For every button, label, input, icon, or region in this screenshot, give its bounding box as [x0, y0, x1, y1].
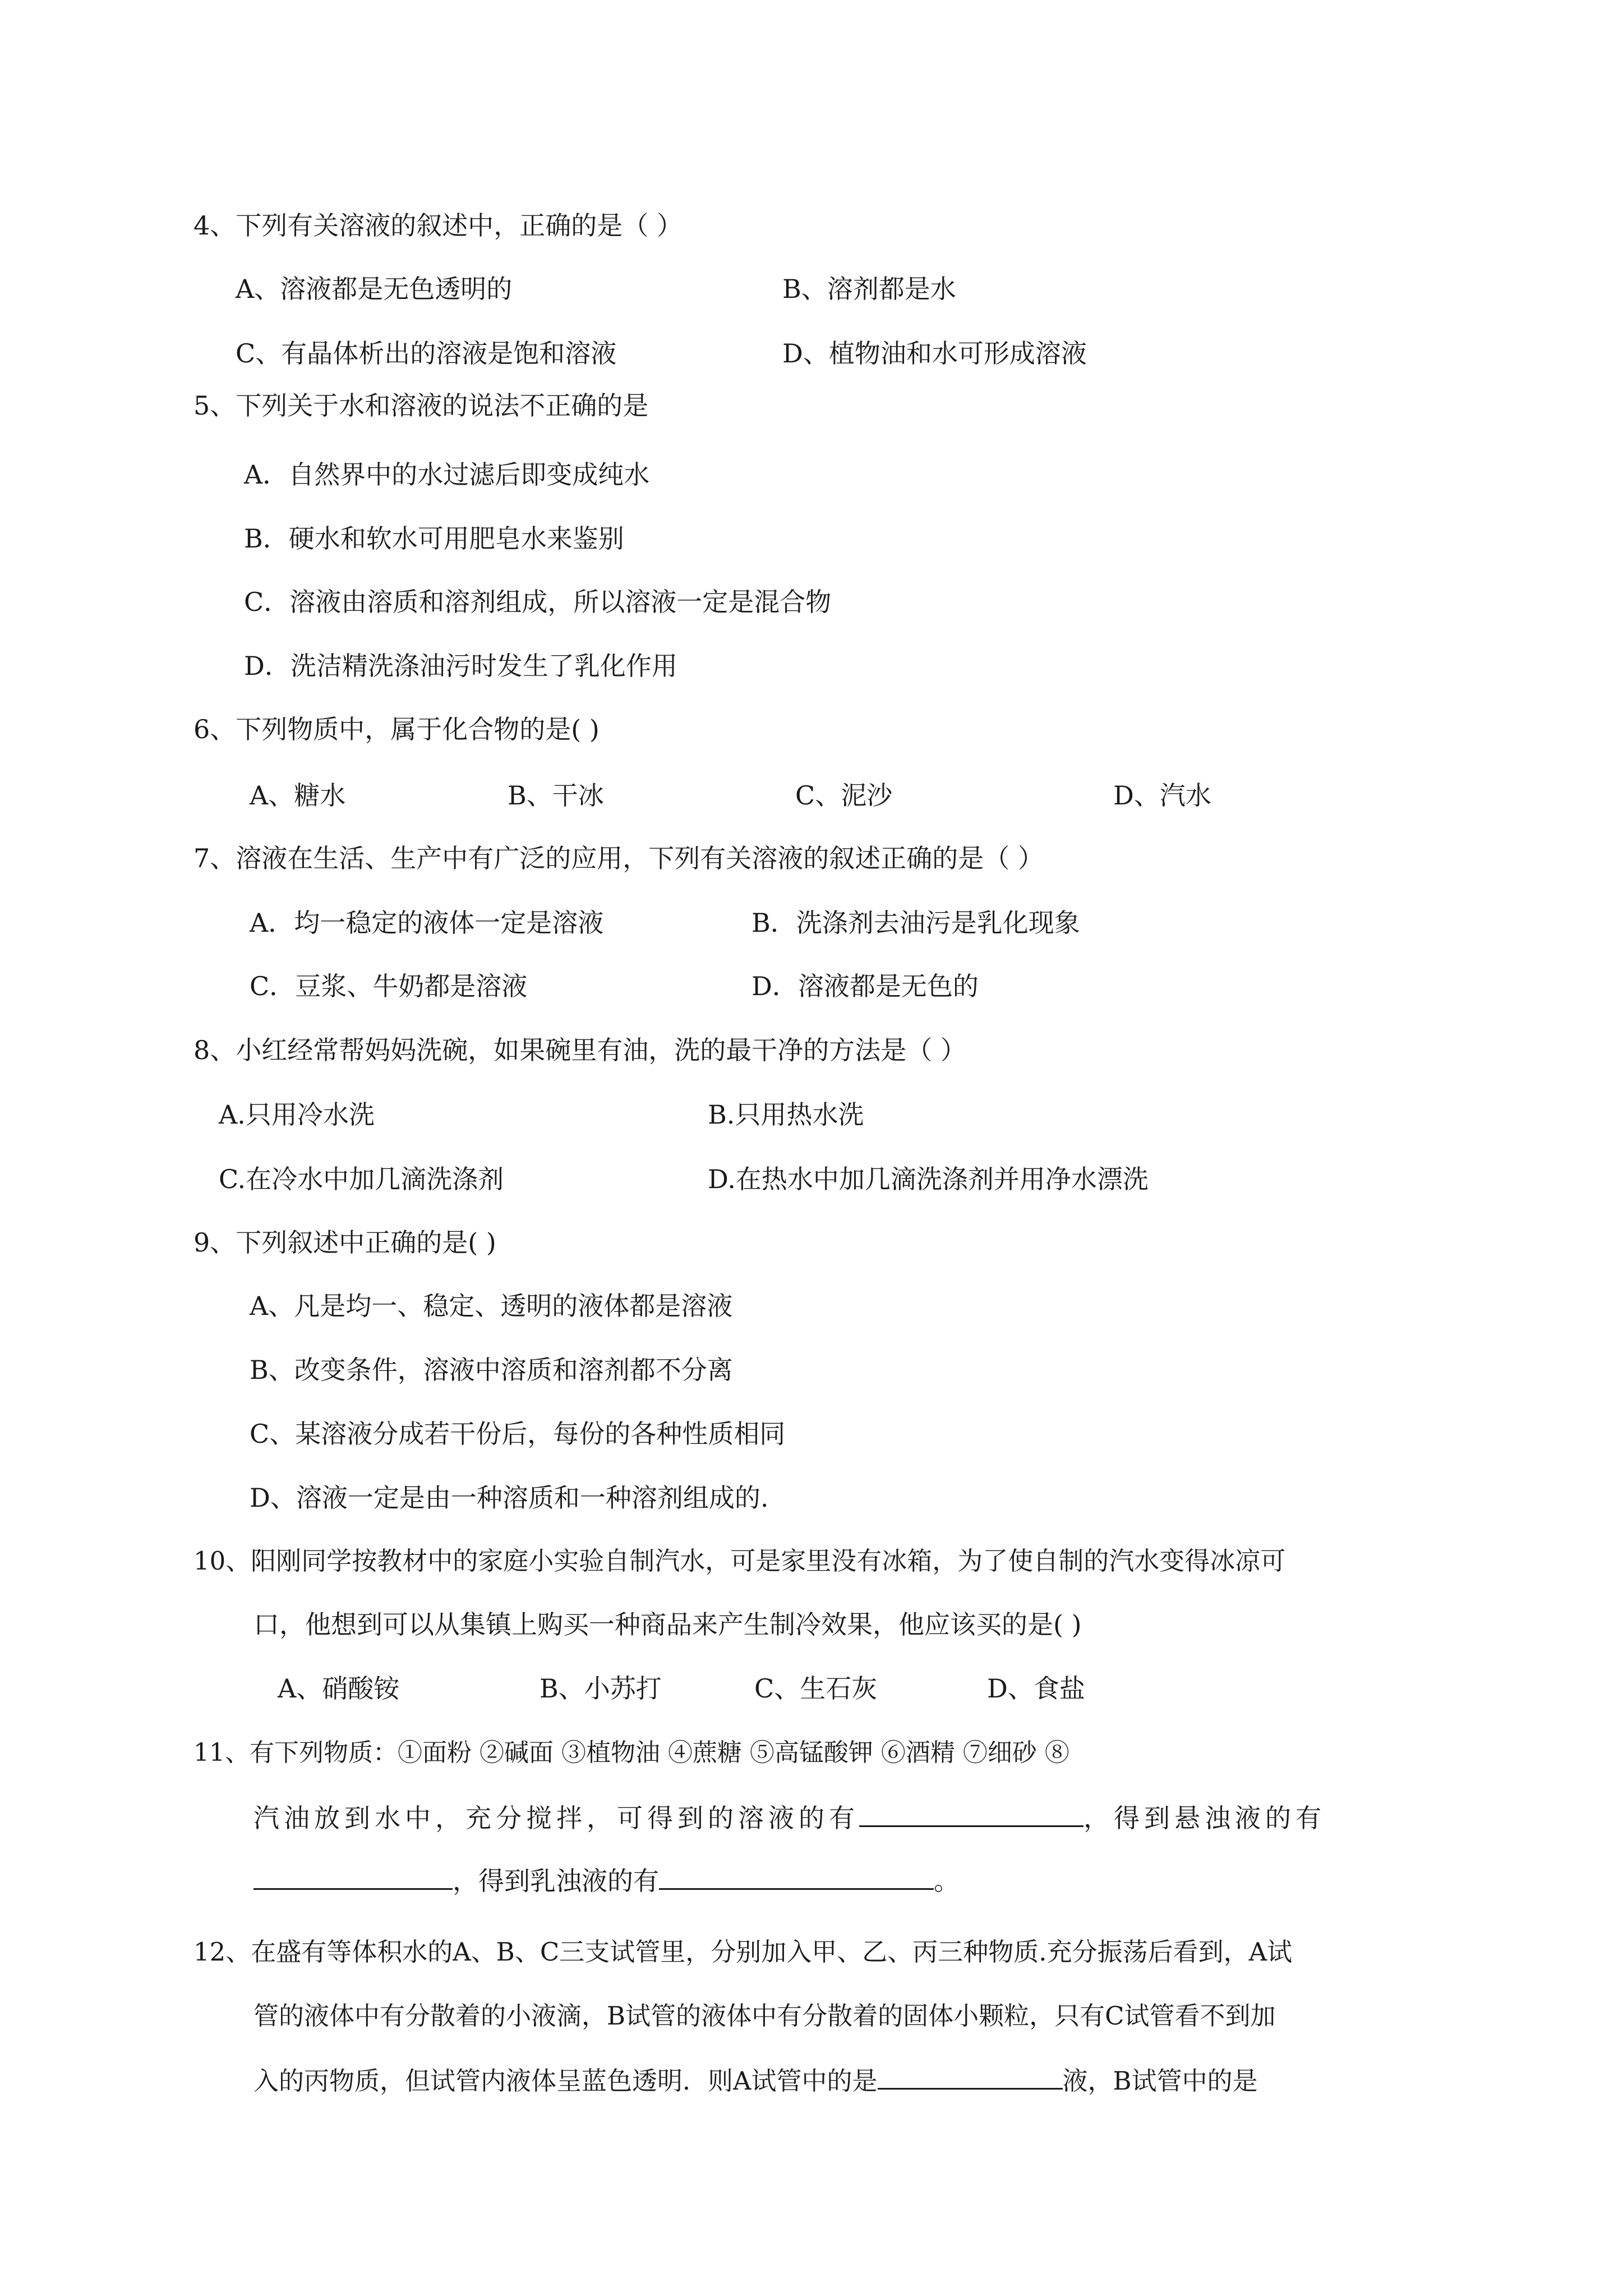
q9-option-d: D、溶液一定是由一种溶质和一种溶剂组成的.: [250, 1483, 769, 1513]
q4-option-a: A、溶液都是无色透明的: [236, 274, 513, 304]
q10-option-b: B、小苏打: [540, 1673, 662, 1704]
q11-period: 。: [934, 1866, 960, 1896]
q11-line-1: 11、有下列物质：①面粉 ②碱面 ③植物油 ④蔗糖 ⑤高锰酸钾 ⑥酒精 ⑦细砂 ⑧: [193, 1738, 1069, 1767]
q7-option-d: D．溶液都是无色的: [751, 971, 979, 1001]
q7-stem: 7、溶液在生活、生产中有广泛的应用，下列有关溶液的叙述正确的是（ ）: [193, 843, 1044, 873]
q11-suspension-blank[interactable]: [253, 1864, 453, 1890]
q10-line-1: 10、阳刚同学按教材中的家庭小实验自制汽水，可是家里没有冰箱，为了使自制的汽水变得冰凉可: [193, 1546, 1286, 1576]
q8-option-a: A.只用冷水洗: [219, 1099, 375, 1130]
q8-option-d: D.在热水中加几滴洗涤剂并用净水漂洗: [708, 1164, 1149, 1194]
q12-tube-a-label: 入的丙物质，但试管内液体呈蓝色透明．则A试管中的是: [253, 2066, 878, 2096]
q4-option-b: B、溶剂都是水: [782, 274, 956, 304]
q12-line-1: 12、在盛有等体积水的A、B、C三支试管里，分别加入甲、乙、丙三种物质.充分振荡后看到，A试: [193, 1937, 1293, 1967]
q9-option-b: B、改变条件，溶液中溶质和溶剂都不分离: [250, 1355, 733, 1385]
q6-option-b: B、干冰: [508, 780, 604, 811]
q7-option-b: B．洗涤剂去油污是乳化现象: [751, 908, 1080, 938]
q5-option-b: B．硬水和软水可用肥皂水来鉴别: [244, 523, 624, 554]
q5-option-a: A．自然界中的水过滤后即变成纯水: [244, 459, 650, 490]
q11-emulsion-label: ，得到乳浊液的有: [453, 1866, 659, 1896]
q10-option-a: A、硝酸铵: [278, 1673, 400, 1704]
q11-line-2: [253, 1801, 1326, 1835]
q9-option-a: A、凡是均一、稳定、透明的液体都是溶液: [250, 1291, 733, 1321]
q9-stem: 9、下列叙述中正确的是( ): [193, 1227, 496, 1258]
q12-line-3: [253, 2063, 1258, 2098]
q8-stem: 8、小红经常帮妈妈洗碗，如果碗里有油，洗的最干净的方法是（ ）: [193, 1035, 966, 1065]
q5-stem: 5、下列关于水和溶液的说法不正确的是: [193, 390, 649, 421]
q5-option-d: D．洗洁精洗涤油污时发生了乳化作用: [244, 651, 677, 681]
q9-option-c: C、某溶液分成若干份后，每份的各种性质相同: [250, 1419, 786, 1449]
q7-option-a: A．均一稳定的液体一定是溶液: [250, 908, 604, 938]
q4-stem: 4、下列有关溶液的叙述中，正确的是（ ）: [193, 210, 683, 241]
q11-solution-label: 汽油放到水中，充分搅拌，可得到的溶液的有: [253, 1803, 859, 1833]
q10-line-2: 口，他想到可以从集镇上购买一种商品来产生制冷效果，他应该买的是( ): [253, 1609, 1082, 1640]
q11-emulsion-blank[interactable]: [659, 1864, 934, 1890]
q7-option-c: C．豆浆、牛奶都是溶液: [250, 971, 528, 1001]
q6-option-d: D、汽水: [1113, 780, 1211, 811]
q11-solution-blank[interactable]: [859, 1801, 1083, 1827]
q12-tube-a-blank[interactable]: [878, 2063, 1063, 2090]
q8-option-b: B.只用热水洗: [708, 1099, 864, 1130]
q5-option-c: C．溶液由溶质和溶剂组成，所以溶液一定是混合物: [244, 587, 832, 617]
q12-line-2: 管的液体中有分散着的小液滴，B试管的液体中有分散着的固体小颗粒，只有C试管看不到加: [253, 2001, 1276, 2031]
q6-stem: 6、下列物质中，属于化合物的是( ): [193, 714, 600, 744]
q4-option-d: D、植物油和水可形成溶液: [782, 338, 1087, 369]
q6-option-c: C、泥沙: [795, 780, 893, 811]
q10-option-d: D、食盐: [987, 1673, 1085, 1704]
q12-tube-b-label: 液，B试管中的是: [1062, 2066, 1258, 2096]
q6-option-a: A、糖水: [250, 780, 346, 811]
q8-option-c: C.在冷水中加几滴洗涤剂: [219, 1164, 504, 1194]
q11-suspension-label: ，得到悬浊液的有: [1083, 1803, 1326, 1833]
q4-option-c: C、有晶体析出的溶液是饱和溶液: [236, 338, 617, 369]
q11-line-3: [253, 1864, 960, 1898]
q10-option-c: C、生石灰: [754, 1673, 878, 1704]
